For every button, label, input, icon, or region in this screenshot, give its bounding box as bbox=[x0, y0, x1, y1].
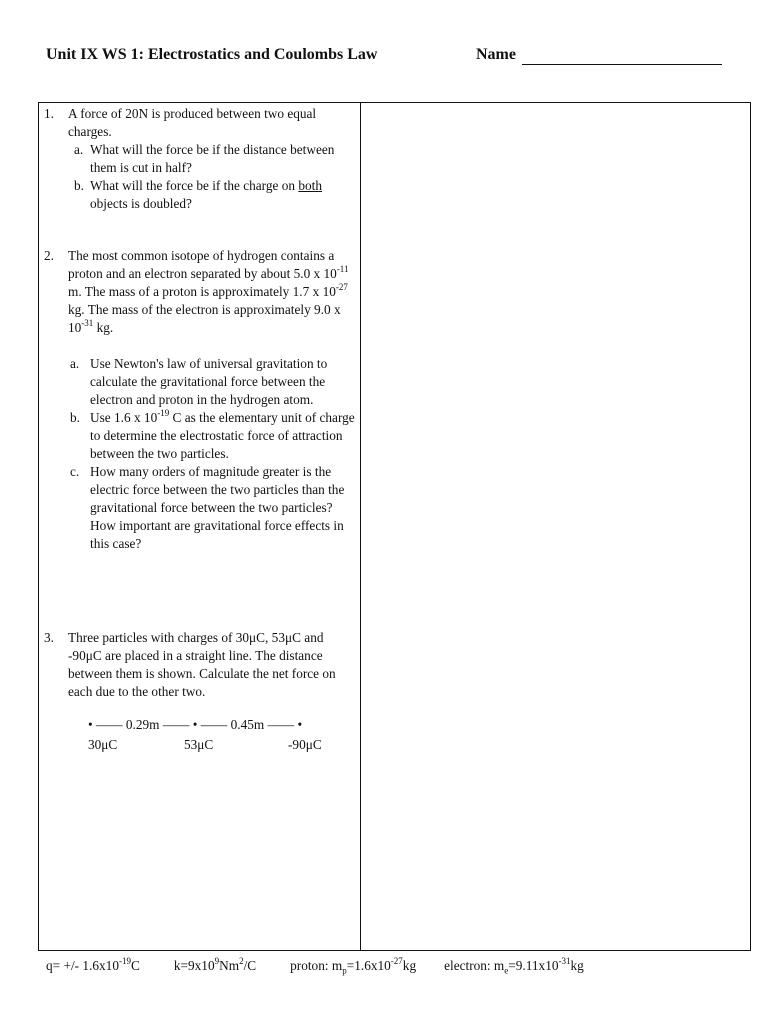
charge-label-1: 30μC bbox=[88, 737, 118, 752]
text-part: C bbox=[130, 958, 140, 973]
question-number: 1. bbox=[44, 106, 54, 121]
text-part: =1.6x10 bbox=[346, 958, 391, 973]
sub-text: What will the force be if the distance between them is cut in half? bbox=[90, 142, 335, 175]
name-blank-line[interactable] bbox=[522, 64, 722, 65]
proton-mass-constant bbox=[290, 955, 417, 976]
text-part: =9.11x10 bbox=[508, 958, 559, 973]
text-part: proton: m bbox=[290, 958, 343, 973]
charge-label-3: -90μC bbox=[288, 737, 322, 752]
charge-label-2: 53μC bbox=[184, 737, 214, 752]
sub-label: a. bbox=[70, 356, 80, 371]
sub-text bbox=[90, 407, 355, 461]
sub-text-part: objects is doubled? bbox=[90, 196, 192, 211]
text-part: kg bbox=[402, 958, 417, 973]
text-part: q= +/- 1.6x10 bbox=[46, 958, 119, 973]
exponent: 9 bbox=[214, 955, 220, 966]
text-part: Use 1.6 x 10 bbox=[90, 410, 158, 425]
elementary-charge-constant bbox=[46, 955, 140, 973]
worksheet-title: Unit IX WS 1: Electrostatics and Coulombs Law bbox=[46, 46, 378, 63]
sub-question-a bbox=[68, 355, 356, 409]
sub-text-part: What will the force be if the charge on bbox=[90, 178, 299, 193]
column-divider bbox=[360, 102, 361, 951]
text-part: C as the elementary unit of charge to determine the electrostatic force of attraction between the two particles. bbox=[90, 410, 355, 461]
sub-label: c. bbox=[70, 464, 80, 479]
sub-question-b bbox=[68, 409, 356, 463]
distance-line: • —— 0.29m —— • —— 0.45m —— • bbox=[88, 717, 303, 732]
exponent: -27 bbox=[390, 955, 403, 966]
emphasis-word: both bbox=[298, 178, 322, 193]
electron-mass-constant bbox=[444, 955, 584, 976]
text-part: kg. bbox=[93, 320, 114, 335]
sub-text: How many orders of magnitude greater is the electric force between the two particles than the gravitational force between the two particles? How important are gravitational force effects in this case? bbox=[90, 464, 345, 551]
question-text: A force of 20N is produced between two equal charges. bbox=[68, 106, 317, 139]
constants-footer bbox=[46, 955, 584, 976]
sub-text bbox=[90, 177, 356, 213]
exponent: 2 bbox=[239, 955, 244, 966]
text-part: Nm bbox=[219, 958, 240, 973]
text-part: The most common isotope of hydrogen contains a proton and an electron separated by about 5.0 x 10 bbox=[68, 248, 337, 281]
question-number: 3. bbox=[44, 630, 54, 645]
sub-question-a bbox=[68, 141, 356, 177]
text-part: electron: m bbox=[444, 958, 505, 973]
text-part: k=9x10 bbox=[173, 958, 215, 973]
question-3 bbox=[44, 629, 356, 701]
subscript: p bbox=[342, 965, 347, 976]
sub-label: b. bbox=[74, 178, 84, 193]
coulomb-constant bbox=[173, 955, 257, 973]
exponent: -19 bbox=[118, 955, 131, 966]
exponent: -31 bbox=[81, 317, 94, 328]
charge-diagram bbox=[88, 717, 322, 752]
sub-label: b. bbox=[70, 410, 80, 425]
exponent: -11 bbox=[336, 263, 349, 274]
sub-question-c bbox=[68, 463, 356, 553]
text-part: /C bbox=[243, 958, 257, 973]
question-text bbox=[68, 247, 356, 337]
text-part: kg bbox=[570, 958, 584, 973]
sub-label: a. bbox=[74, 142, 84, 157]
question-number: 2. bbox=[44, 248, 54, 263]
exponent: -27 bbox=[335, 281, 348, 292]
question-text: Three particles with charges of 30μC, 53μC and -90μC are placed in a straight line. The distance between them is shown. Calculate the net force on each due to the other two. bbox=[68, 630, 336, 699]
exponent: -31 bbox=[558, 955, 571, 966]
sub-text: Use Newton's law of universal gravitation to calculate the gravitational force between the electron and proton in the hydrogen atom. bbox=[90, 356, 328, 407]
name-label: Name bbox=[476, 46, 516, 63]
question-2 bbox=[44, 247, 356, 553]
sub-question-b bbox=[68, 177, 356, 213]
text-part: kg. The mass of the electron is approximately 9.0 x 10 bbox=[68, 302, 341, 335]
text-part: m. The mass of a proton is approximately 1.7 x 10 bbox=[68, 284, 336, 299]
question-1 bbox=[44, 105, 356, 213]
exponent: -19 bbox=[157, 407, 170, 418]
subscript: e bbox=[504, 965, 509, 976]
